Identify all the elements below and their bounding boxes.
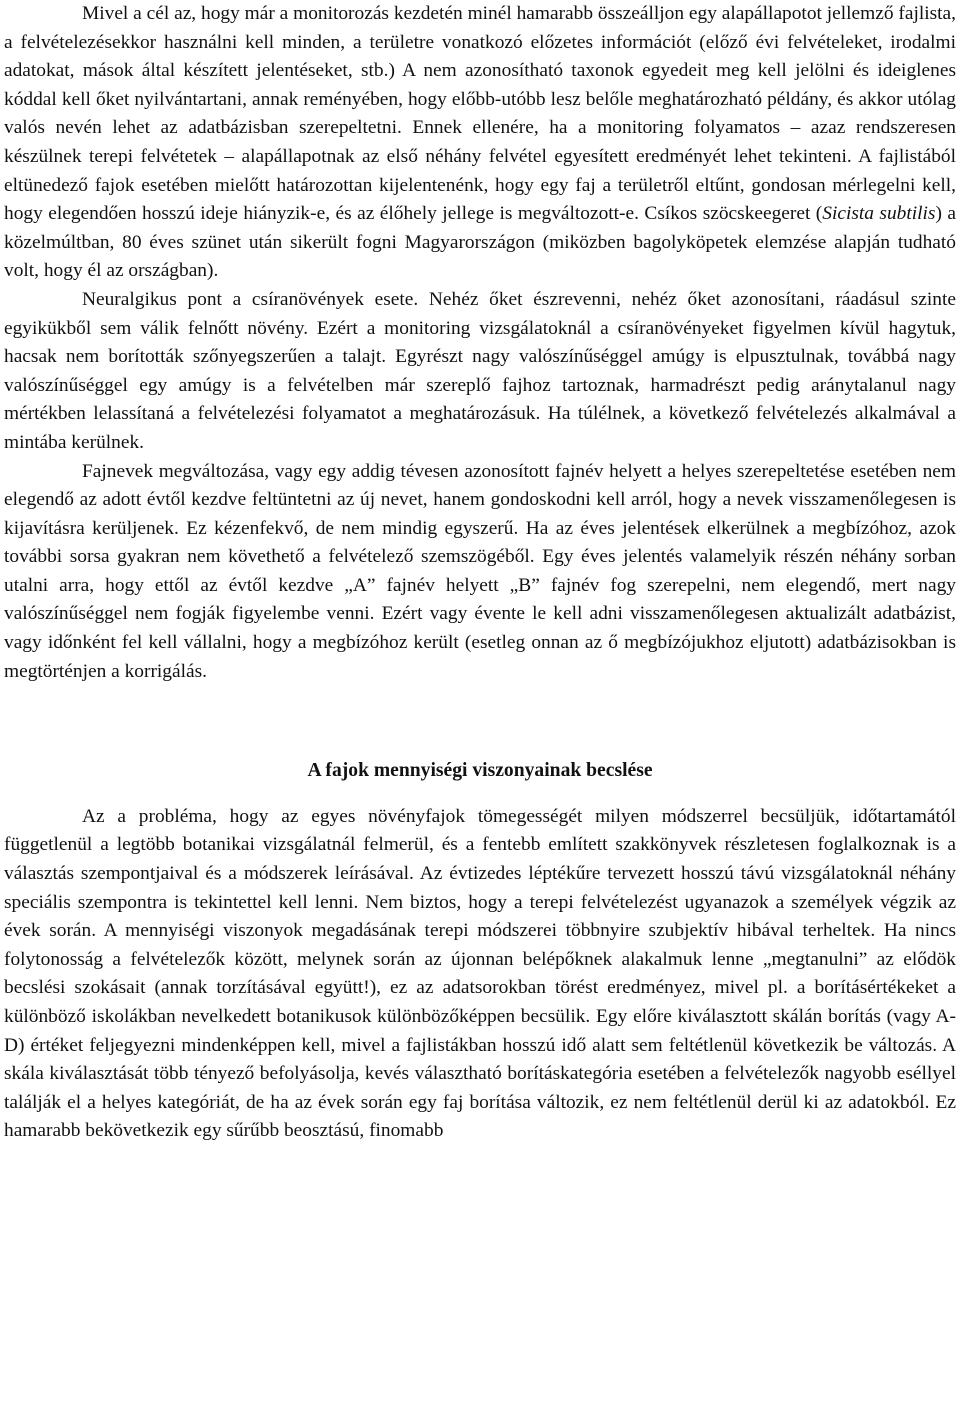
paragraph-1-text-a: Mivel a cél az, hogy már a monitorozás kezdetén minél hamarabb összeálljon egy alapállapotot jellemző fajlista, a felvételezésekkor használni kell minden, a területre vonatkozó előzetes információt (előző évi felvételeket, irodalmi adatokat, mások által készített jelentéseket, stb.) A nem azonosítható taxonok egyedeit meg kell jelölni és ideiglenes kóddal kell őket nyilvántartani, annak reményében, hogy előbb-utóbb lesz belőle meghatározható példány, és akkor utólag valós nevén lehet az adatbázisban szerepeltetni. Ennek ellenére, ha a monitoring folyamatos – azaz rendszeresen készülnek terepi felvétetek – alapállapotnak az első néhány felvétel egyesített eredményét lehet tekinteni. A fajlistából eltünedező fajok esetében mielőtt határozottan kijelentenénk, hogy egy faj a területről eltűnt, gondosan mérlegelni kell, hogy elegendően hosszú ideje hiányzik-e, és az élőhely jellege is megváltozott-e. Csíkos szöcskeegeret (: [4, 3, 956, 225]
paragraph-4: Az a probléma, hogy az egyes növényfajok tömegességét milyen módszerrel becsüljük, időtartamától függetlenül a legtöbb botanikai vizsgálatnál felmerül, és a fentebb említett szakkönyvek részletesen foglalkoznak is a választás szempontjaival és a módszerek leírásával. Az évtizedes léptékűre tervezett hosszú távú vizsgálatoknál néhány speciális szempontra is tekintettel kell lenni. Nem biztos, hogy a terepi felvételezést ugyanazok a személyek végzik az évek során. A mennyiségi viszonyok megadásának terepi módszerei többnyire szubjektív hibával terheltek. Ha nincs folytonosság a felvételezők között, melynek során az újonnan belépőknek alakalmuk lenne „megtanulni” az elődök becslési szokásait (annak torzításával együtt!), ez az adatsorokban törést eredményez, mivel pl. a borításértékeket a különböző iskolákban nevelkedett botanikusok különbözőképpen becsülik. Egy előre kiválasztott skálán borítás (vagy A-D) értéket feljegyezni mindenképpen kell, mivel a fajlistákban hosszú idő alatt sem feltétlenül következik be változás. A skála kiválasztását több tényező befolyásolja, kevés választható borításkategória esetében a felvételezők nagyobb eséllyel találják el a helyes kategóriát, de ha az évek során egy faj borítása változik, ez nem feltétlenül derül ki az adatokból. Ez hamarabb bekövetkezik egy sűrűbb beosztású, finomabb: [4, 805, 956, 1142]
paragraph-1: [4, 0, 956, 286]
section-heading: A fajok mennyiségi viszonyainak becslése: [307, 760, 653, 782]
paragraph-1-text-b: ) a közelmúltban, 80 éves szünet után sikerült fogni Magyarországon (miközben bagolyköpetek elemzése alapján tudható volt, hogy él az országban).: [4, 203, 956, 282]
paragraph-3: Fajnevek megváltozása, vagy egy addig tévesen azonosított fajnév helyett a helyes szerepeltetése esetében nem elegendő az adott évtől kezdve feltüntetni az új nevet, hanem gondoskodni kell arról, hogy a nevek visszamenőlegesen is kijavításra kerüljenek. Ez kézenfekvő, de nem mindig egyszerű. Ha az éves jelentések elkerülnek a megbízóhoz, azok további sorsa gyakran nem követhető a felvételező szemszögéből. Egy éves jelentés valamelyik részén néhány sorban utalni arra, hogy ettől az évtől kezdve „A” fajnév helyett „B” fajnév fog szerepelni, nem elegendő, mert nagy valószínűséggel nem fogják figyelembe venni. Ezért vagy évente le kell adni visszamenőlegesen aktualizált adatbázist, vagy időnként fel kell vállalni, hogy a megbízóhoz került (esetleg onnan az ő megbízójukhoz eljutott) adatbázisokban is megtörténjen a korrigálás.: [4, 460, 956, 682]
spacer: [4, 686, 956, 757]
paragraph-2: Neuralgikus pont a csíranövények esete. Nehéz őket észrevenni, nehéz őket azonosítani, ráadásul szinte egyikükből sem válik felnőtt növény. Ezért a monitoring vizsgálatoknál a csíranövényeket figyelmen kívül hagytuk, hacsak nem borították szőnyegszerűen a talajt. Egyrészt nagy valószínűséggel amúgy is elpusztulnak, továbbá nagy valószínűséggel egy amúgy is a felvételben már szereplő fajhoz tartoznak, harmadrészt pedig aránytalanul nagy mértékben lelassítaná a felvételezési folyamatot a meghatározásuk. Ha túlélnek, a következő felvételezés alkalmával a mintába kerülnek.: [4, 288, 956, 453]
spacer: [4, 786, 956, 803]
document-page: [4, 0, 956, 1146]
species-name: Sicista subtilis: [822, 203, 936, 225]
